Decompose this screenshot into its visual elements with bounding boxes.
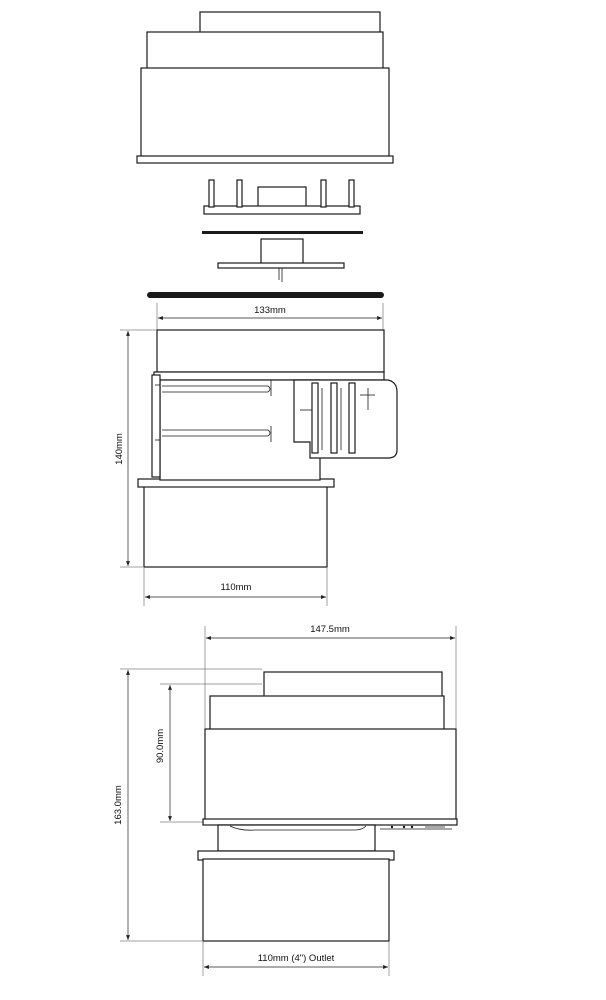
dimension-label-outlet: 110mm (4") Outlet [257,953,335,964]
dimension-label-163mm: 163.0mm [113,785,124,825]
dimension-label-110mm: 110mm [220,582,252,593]
dimension-label-147-5mm: 147.5mm [310,624,350,635]
exploded-seal-ring [147,292,384,298]
profile-valve-area [218,825,452,851]
exploded-diaphragm [218,239,344,282]
exploded-gasket [202,231,363,234]
dimension-110mm [144,568,327,606]
profile-top-cap [264,672,442,698]
dimension-label-140mm: 140mm [114,433,125,465]
assembled-side-housing [294,380,397,458]
assembled-outlet-pipe [144,486,327,567]
dimension-label-133mm: 133mm [254,305,286,316]
dimension-133mm [157,303,383,330]
assembled-top-cap [157,330,384,372]
dimension-label-90mm: 90.0mm [155,728,166,764]
profile-view [198,672,457,941]
assembled-view [138,330,397,567]
dimension-outlet [203,942,389,976]
exploded-view [137,12,393,298]
exploded-cap [137,12,393,163]
profile-outlet-pipe [203,859,389,941]
profile-body [205,729,456,821]
exploded-valve-insert [204,180,360,214]
